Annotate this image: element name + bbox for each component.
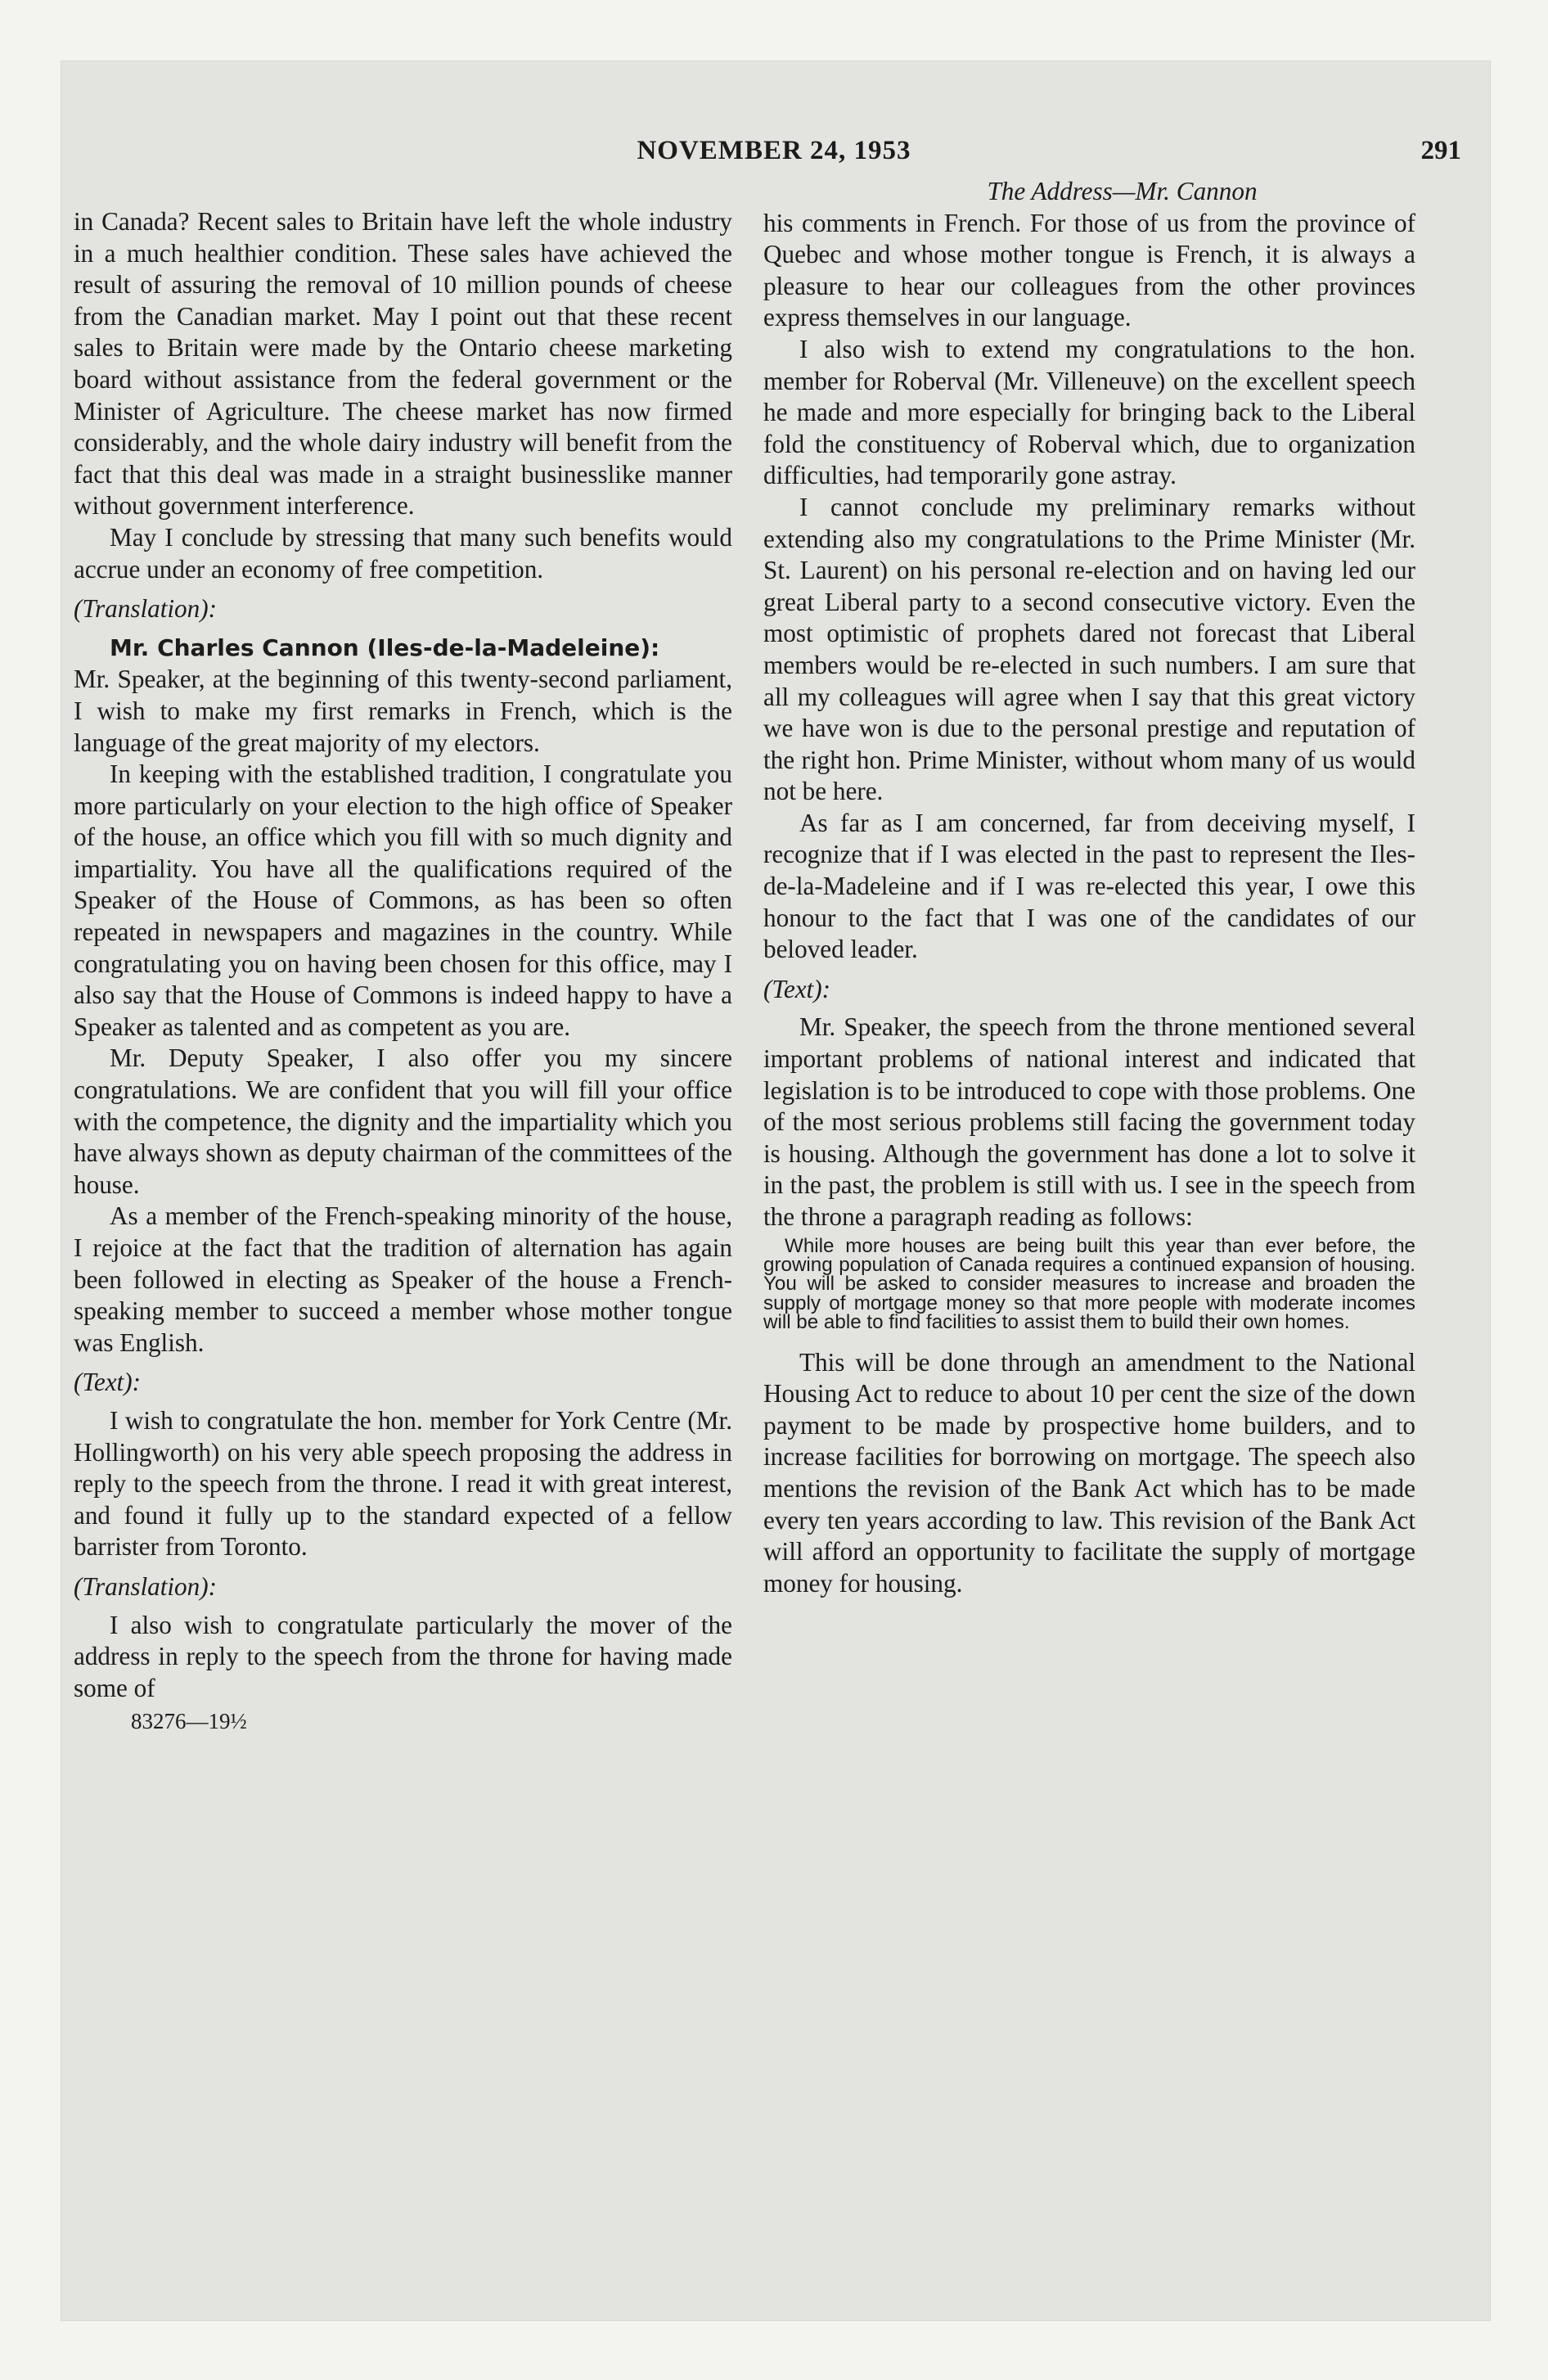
left-paragraph-4: In keeping with the established tradition, I congratulate you more particularly on your election to the high office of Speaker of the house, an office which you fill with so much dignity and impartiality. You have all the qualifications required of the Speaker of the House of Commons, as has been so often repeated in newspapers and magazines in the country. While congratulating you on having been chosen for this office, may I also say that the House of Commons is indeed happy to have a Speaker as talented and as competent as you are.: [74, 760, 732, 1041]
right-paragraph-3: I cannot conclude my preliminary remarks without extending also my congratulations to the Prime Minister (Mr. St. Laurent) on his personal re-election and on having led our great Liberal party to a second consecutive victory. Even the most optimistic of prophets dared not forecast that Liberal members would be re-elected in such numbers. I am sure that all my colleagues will agree when I say that this great victory we have won is due to the personal prestige and reputation of the right hon. Prime Minister, without whom many of us would not be here.: [763, 492, 1415, 806]
running-head: The Address—Mr. Cannon: [987, 177, 1258, 205]
section-label-text-right: (Text):: [763, 974, 830, 1003]
section-label-translation: (Translation):: [74, 594, 218, 624]
header-date: NOVEMBER 24, 1953: [637, 136, 911, 165]
left-paragraph-7: I wish to congratulate the hon. member for York Centre (Mr. Hollingworth) on his very able speech proposing the address in reply to the speech from the throne. I read it with great interest, and found it fully up to the standard expected of a fellow barrister from Toronto.: [74, 1405, 732, 1562]
left-paragraph-2: May I conclude by stressing that many such benefits would accrue under an economy of free competition.: [74, 522, 732, 584]
printer-mark: 83276—19½: [131, 1709, 247, 1734]
right-paragraph-5: Mr. Speaker, the speech from the throne mentioned several important problems of national interest and indicated that legislation is to be introduced to cope with those problems. One of the most serious problems still facing the government today is housing. Although the government has done a lot to solve it in the past, the problem is still with us. I see in the speech from the throne a paragraph reading as follows:: [763, 1012, 1415, 1231]
left-paragraph-6: As a member of the French-speaking minority of the house, I rejoice at the fact that the tradition of alternation has again been followed in electing as Speaker of the house a French-speaking member to succeed a member whose mother tongue was English.: [74, 1201, 732, 1357]
speaker-name: Mr. Charles Cannon (Iles-de-la-Madeleine):: [110, 633, 660, 661]
page-number: 291: [1420, 136, 1461, 165]
right-column: [763, 176, 1415, 1599]
right-paragraph-1: his comments in French. For those of us from the province of Quebec and whose mother tongue is French, it is always a pleasure to hear our colleagues from the other provinces express themselves in our language.: [763, 208, 1415, 332]
left-paragraph-1: in Canada? Recent sales to Britain have left the whole industry in a much healthier condition. These sales have achieved the result of assuring the removal of 10 million pounds of cheese from the Canadian market. May I point out that these recent sales to Britain were made by the Ontario cheese marketing board without assistance from the federal government or the Minister of Agriculture. The cheese market has now firmed considerably, and the whole dairy industry will benefit from the fact that this deal was made in a straight businesslike manner without government interference.: [74, 207, 732, 521]
left-paragraph-8: I also wish to congratulate particularly the mover of the address in reply to the speech from the throne for having made some of: [74, 1610, 732, 1702]
left-paragraph-5: Mr. Deputy Speaker, I also offer you my sincere congratulations. We are confident that you will fill your office with the competence, the dignity and the impartiality which you have always shown as deputy chairman of the committees of the house.: [74, 1044, 732, 1199]
section-label-text: (Text):: [74, 1368, 141, 1397]
section-label-translation-2: (Translation):: [74, 1571, 218, 1601]
speaker-paragraph: [74, 632, 732, 665]
right-paragraph-4: As far as I am concerned, far from deceiving myself, I recognize that if I was elected in the past to represent the Iles-de-la-Madeleine and if I was re-elected this year, I owe this honour to the fact that I was one of the candidates of our beloved leader.: [763, 808, 1415, 964]
left-column: [74, 206, 732, 1738]
right-paragraph-2: I also wish to extend my congratulations to the hon. member for Roberval (Mr. Villeneuve) on the excellent speech he made and more especially for bringing back to the Liberal fold the constituency of Roberval which, due to organization difficulties, had temporarily gone astray.: [763, 334, 1415, 490]
throne-speech-quote: While more houses are being built this year than ever before, the growing population of Canada requires a continued expansion of housing. You will be asked to consider measures to increase and broaden the supply of mortgage money so that more people with moderate incomes will be able to find facilities to assist them to build their own homes.: [763, 1234, 1415, 1334]
right-paragraph-6: This will be done through an amendment to the National Housing Act to reduce to about 10 per cent the size of the down payment to be made by prospective home builders, and to increase facilities for borrowing on mortgage. The speech also mentions the revision of the Bank Act which has to be made every ten years according to law. This revision of the Bank Act will afford an opportunity to facilitate the supply of mortgage money for housing.: [763, 1347, 1415, 1598]
left-paragraph-3: Mr. Speaker, at the beginning of this twenty-second parliament, I wish to make my first remarks in French, which is the language of the great majority of my electors.: [74, 665, 732, 757]
